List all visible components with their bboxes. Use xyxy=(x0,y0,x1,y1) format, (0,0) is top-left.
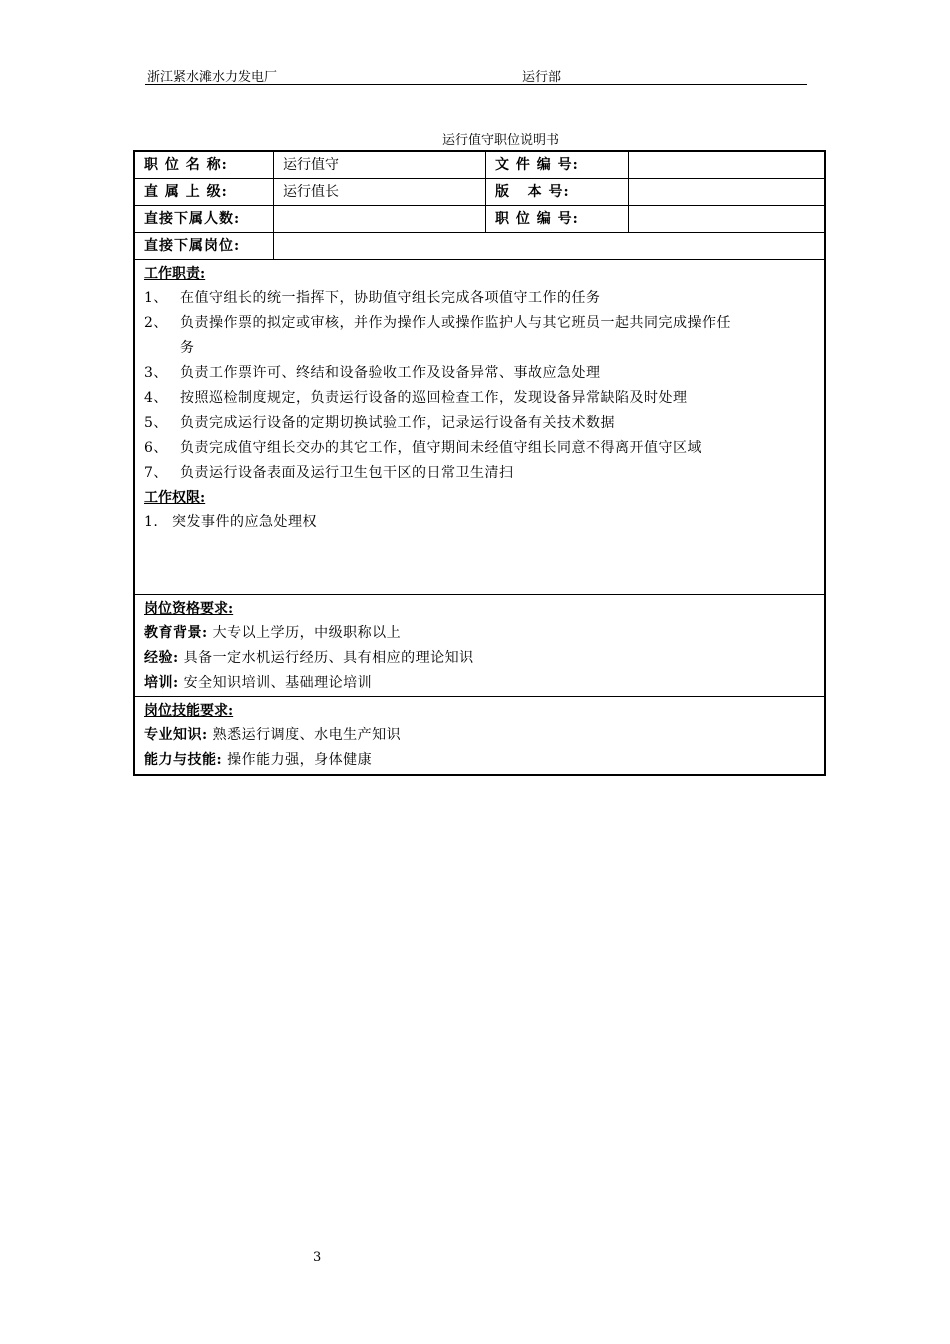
knowledge-line xyxy=(144,723,815,748)
version-label: 版 本 号: xyxy=(486,179,629,205)
version-value xyxy=(629,179,824,205)
duty-number: 2、 xyxy=(144,315,168,331)
info-row-3 xyxy=(135,206,824,233)
subordinate-posts-label: 直接下属岗位: xyxy=(135,233,274,259)
page-number: 3 xyxy=(313,1250,322,1265)
file-number-value xyxy=(629,152,824,178)
subordinate-posts-value xyxy=(274,233,824,259)
authority-heading: 工作权限: xyxy=(144,490,206,506)
duty-item xyxy=(144,411,815,436)
training-value: 安全知识培训、基础理论培训 xyxy=(183,675,373,691)
authority-number: 1. xyxy=(144,514,159,530)
duty-text: 负责工作票许可、终结和设备验收工作及设备异常、事故应急处理 xyxy=(180,365,601,381)
duty-number: 3、 xyxy=(144,365,168,381)
education-value: 大专以上学历，中级职称以上 xyxy=(212,625,402,641)
subordinate-count-label: 直接下属人数: xyxy=(135,206,274,232)
education-line xyxy=(144,621,815,646)
knowledge-value: 熟悉运行调度、水电生产知识 xyxy=(212,727,402,743)
header-rule xyxy=(145,84,807,85)
training-line xyxy=(144,671,815,696)
duty-item xyxy=(144,361,815,386)
position-name-label: 职 位 名 称: xyxy=(135,152,274,178)
skills-heading: 岗位技能要求: xyxy=(144,703,234,719)
duties-section xyxy=(135,260,824,595)
subordinate-count-value xyxy=(274,206,486,232)
ability-label: 能力与技能: xyxy=(144,752,223,768)
duty-text: 在值守组长的统一指挥下，协助值守组长完成各项值守工作的任务 xyxy=(180,290,601,306)
page-header-company: 浙江紧水滩水力发电厂 xyxy=(147,70,278,85)
duties-heading: 工作职责: xyxy=(144,266,206,282)
superior-value: 运行值长 xyxy=(274,179,486,205)
duty-item xyxy=(144,461,815,486)
position-name-value: 运行值守 xyxy=(274,152,486,178)
position-number-label: 职 位 编 号: xyxy=(486,206,629,232)
duty-number: 7、 xyxy=(144,465,168,481)
ability-value: 操作能力强，身体健康 xyxy=(227,752,373,768)
authority-item xyxy=(144,510,815,535)
page-header-department: 运行部 xyxy=(522,70,562,85)
duty-text: 负责运行设备表面及运行卫生包干区的日常卫生清扫 xyxy=(180,465,514,481)
duty-item-continuation: 务 xyxy=(180,340,195,356)
duty-text: 负责完成运行设备的定期切换试验工作，记录运行设备有关技术数据 xyxy=(180,415,615,431)
education-label: 教育背景: xyxy=(144,625,208,641)
experience-line xyxy=(144,646,815,671)
document-title: 运行值守职位说明书 xyxy=(442,133,560,148)
skills-section xyxy=(135,697,824,774)
training-label: 培训: xyxy=(144,675,179,691)
info-row-2 xyxy=(135,179,824,206)
job-description-table xyxy=(133,150,826,776)
duty-item xyxy=(144,286,815,311)
duty-number: 4、 xyxy=(144,390,168,406)
duty-text: 负责操作票的拟定或审核，并作为操作人或操作监护人与其它班员一起共同完成操作任 xyxy=(180,315,731,331)
superior-label: 直 属 上 级: xyxy=(135,179,274,205)
experience-label: 经验: xyxy=(144,650,179,666)
file-number-label: 文 件 编 号: xyxy=(486,152,629,178)
experience-value: 具备一定水机运行经历、具有相应的理论知识 xyxy=(183,650,474,666)
duty-item xyxy=(144,436,815,461)
authority-text: 突发事件的应急处理权 xyxy=(172,514,317,530)
info-row-4 xyxy=(135,233,824,260)
duty-text: 负责完成值守组长交办的其它工作，值守期间未经值守组长同意不得离开值守区域 xyxy=(180,440,702,456)
qualifications-section xyxy=(135,595,824,697)
info-row-1 xyxy=(135,152,824,179)
duty-text: 按照巡检制度规定，负责运行设备的巡回检查工作，发现设备异常缺陷及时处理 xyxy=(180,390,688,406)
duty-item xyxy=(144,386,815,411)
ability-line xyxy=(144,748,815,773)
duty-number: 6、 xyxy=(144,440,168,456)
duty-number: 5、 xyxy=(144,415,168,431)
duty-item xyxy=(144,311,815,336)
knowledge-label: 专业知识: xyxy=(144,727,208,743)
qualifications-heading: 岗位资格要求: xyxy=(144,601,234,617)
duty-number: 1、 xyxy=(144,290,168,306)
position-number-value xyxy=(629,206,824,232)
